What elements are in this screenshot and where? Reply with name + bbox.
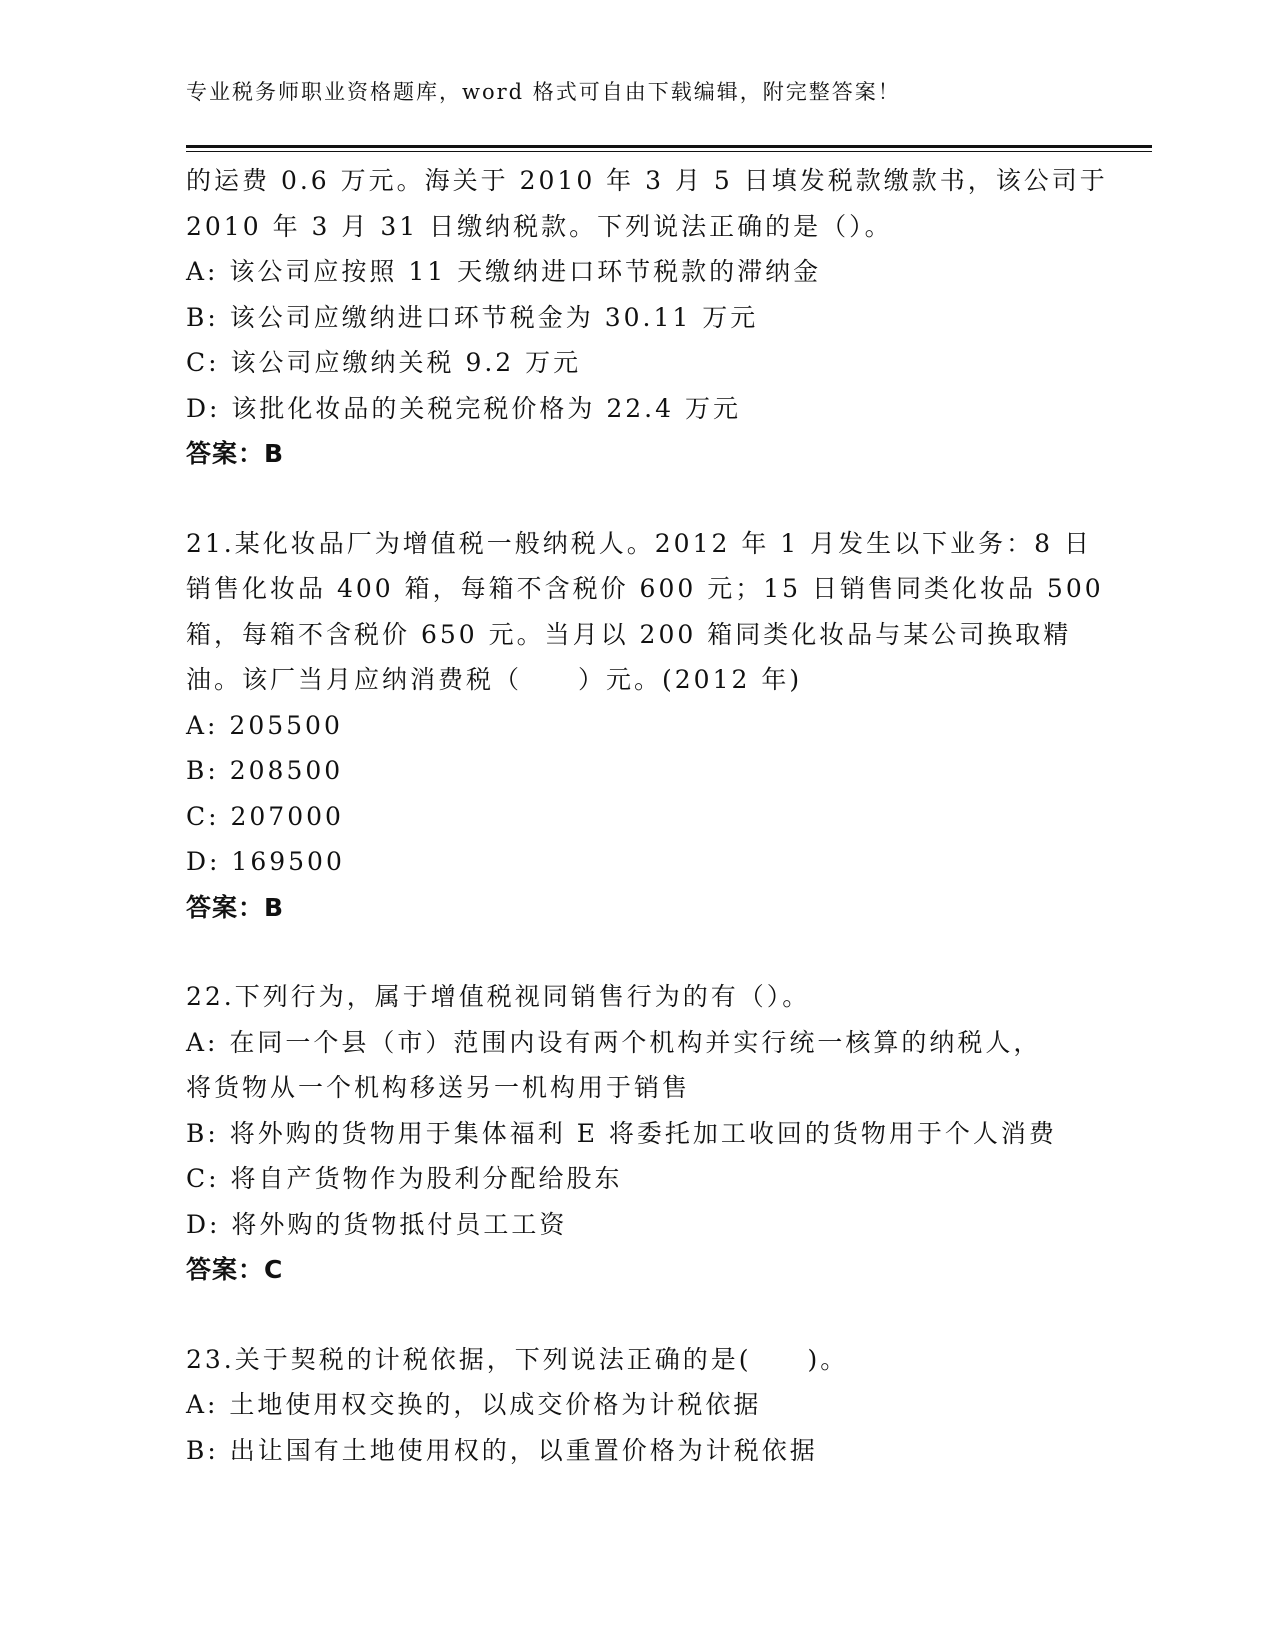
option-a-continued: 将货物从一个机构移送另一机构用于销售 — [186, 1073, 691, 1102]
question-text-line: 的运费 0.6 万元。海关于 2010 年 3 月 5 日填发税款缴款书，该公司于 — [186, 166, 1108, 195]
question-text-line: 22.下列行为，属于增值税视同销售行为的有（）。 — [186, 982, 811, 1011]
question-text-line: 23.关于契税的计税依据，下列说法正确的是( )。 — [186, 1344, 849, 1374]
question-block — [186, 974, 1086, 1293]
option-d: D: 将外购的货物抵付员工工资 — [186, 1209, 568, 1239]
option-b: B: 该公司应缴纳进口环节税金为 30.11 万元 — [186, 302, 759, 332]
question-text-line: 2010 年 3 月 31 日缴纳税款。下列说法正确的是（）。 — [186, 211, 893, 241]
option-a: A: 205500 — [186, 710, 343, 740]
header-rule-thick — [186, 145, 1152, 148]
option-c: C: 207000 — [186, 801, 344, 831]
block-spacer — [186, 477, 1086, 521]
page-header: 专业税务师职业资格题库，word 格式可自由下载编辑，附完整答案！ — [186, 80, 901, 104]
option-b: B: 将外购的货物用于集体福利 E 将委托加工收回的货物用于个人消费 — [186, 1118, 1057, 1148]
question-block — [186, 1337, 1086, 1474]
option-b: B: 208500 — [186, 756, 344, 785]
option-d: D: 该批化妆品的关税完税价格为 22.4 万元 — [186, 393, 741, 423]
answer-line: 答案：B — [186, 892, 285, 922]
block-spacer — [186, 1293, 1086, 1337]
option-c: C: 将自产货物作为股利分配给股东 — [186, 1164, 623, 1193]
question-text-line: 箱，每箱不含税价 650 元。当月以 200 箱同类化妆品与某公司换取精 — [186, 619, 1072, 649]
question-block — [186, 158, 1108, 477]
option-a: A: 土地使用权交换的，以成交价格为计税依据 — [186, 1390, 762, 1419]
option-c: C: 该公司应缴纳关税 9.2 万元 — [186, 348, 582, 377]
answer-line: 答案：C — [186, 1255, 284, 1284]
block-spacer — [186, 930, 1086, 974]
option-a: A: 在同一个县（市）范围内设有两个机构并实行统一核算的纳税人， — [186, 1027, 1042, 1057]
question-text-line: 销售化妆品 400 箱，每箱不含税价 600 元；15 日销售同类化妆品 500 — [186, 574, 1104, 603]
option-d: D: 169500 — [186, 847, 345, 876]
option-b: B: 出让国有土地使用权的，以重置价格为计税依据 — [186, 1435, 818, 1465]
header-rule-thin — [186, 151, 1152, 152]
answer-line: 答案：B — [186, 439, 285, 468]
option-a: A: 该公司应按照 11 天缴纳进口环节税款的滞纳金 — [186, 257, 822, 286]
question-block — [186, 521, 1104, 931]
question-text-line: 油。该厂当月应纳消费税（ ）元。(2012 年) — [186, 665, 803, 694]
question-text-line: 21.某化妆品厂为增值税一般纳税人。2012 年 1 月发生以下业务：8 日 — [186, 528, 1092, 558]
document-body — [186, 158, 1108, 1473]
